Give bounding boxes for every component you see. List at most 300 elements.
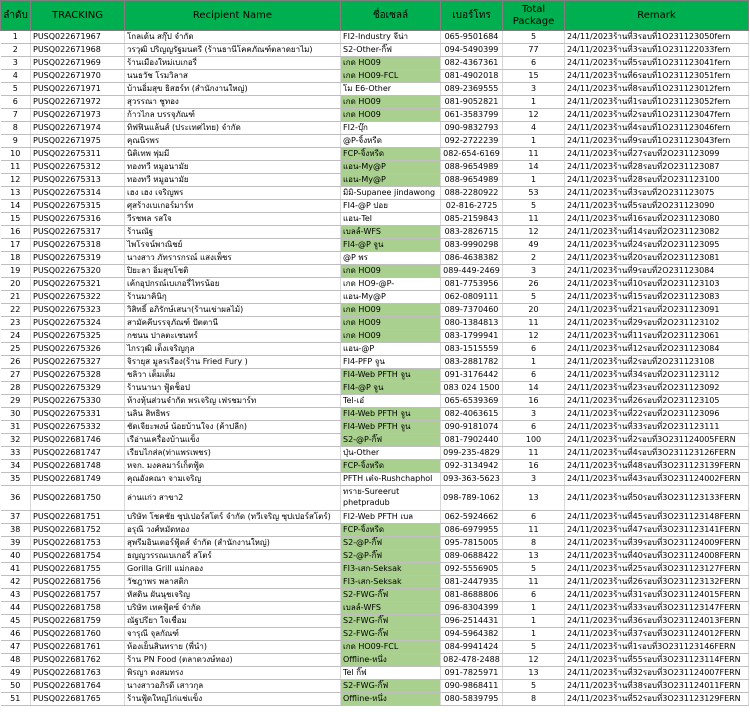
cell-package: 12 bbox=[503, 226, 565, 239]
cell-tracking: PUSQ022675313 bbox=[31, 174, 125, 187]
cell-sales: ทราย-Sureerut phetpradub bbox=[341, 486, 441, 511]
cell-tracking: PUSQ022681754 bbox=[31, 550, 125, 563]
cell-phone: 099-235-4829 bbox=[441, 447, 503, 460]
cell-no: 25 bbox=[1, 343, 31, 356]
cell-sales: FI4-PFP จูน bbox=[341, 356, 441, 369]
table-row bbox=[1, 382, 749, 395]
cell-tracking: PUSQ022675314 bbox=[31, 187, 125, 200]
cell-tracking: PUSQ022671975 bbox=[31, 135, 125, 148]
cell-sales: S2-@P-กิ๊ฟ bbox=[341, 537, 441, 550]
cell-sales: FI2-Web PFTH เบล bbox=[341, 511, 441, 524]
cell-phone: 083-2881782 bbox=[441, 356, 503, 369]
cell-tracking: PUSQ022671974 bbox=[31, 122, 125, 135]
cell-package: 6 bbox=[503, 511, 565, 524]
cell-tracking: PUSQ022671971 bbox=[31, 83, 125, 96]
cell-package: 5 bbox=[503, 31, 565, 44]
cell-tracking: PUSQ022675315 bbox=[31, 200, 125, 213]
cell-phone: 02-816-2725 bbox=[441, 200, 503, 213]
cell-package: 1 bbox=[503, 96, 565, 109]
cell-remark: 24/11/2023ร้านที่16รอบที่2O231123080 bbox=[565, 213, 749, 226]
cell-sales: เกด HO09 bbox=[341, 330, 441, 343]
table-row bbox=[1, 537, 749, 550]
cell-package: 11 bbox=[503, 447, 565, 460]
cell-remark: 24/11/2023ร้านที่2รอบที่3O231124005FERN bbox=[565, 434, 749, 447]
cell-tracking: PUSQ022675318 bbox=[31, 239, 125, 252]
cell-phone: 081-7753956 bbox=[441, 278, 503, 291]
cell-tracking: PUSQ022671967 bbox=[31, 31, 125, 44]
cell-sales: เกด HO09 bbox=[341, 304, 441, 317]
cell-recipient: ร้านฟู้ดใหญ่ไก่แช่แข็ง bbox=[125, 693, 341, 706]
cell-phone: 088-9654989 bbox=[441, 161, 503, 174]
cell-no: 29 bbox=[1, 395, 31, 408]
cell-no: 17 bbox=[1, 239, 31, 252]
table-row bbox=[1, 408, 749, 421]
cell-recipient: วัชฎาพร พลาสติก bbox=[125, 576, 341, 589]
cell-remark: 24/11/2023ร้านที่24รอบที่2O231123095 bbox=[565, 239, 749, 252]
cell-remark: 24/11/2023ร้านที่9รอบที่1O231123043fern bbox=[565, 135, 749, 148]
cell-package: 13 bbox=[503, 667, 565, 680]
cell-no: 45 bbox=[1, 615, 31, 628]
cell-remark: 24/11/2023ร้านที่47รอบที่3O231123141FERN bbox=[565, 524, 749, 537]
table-row bbox=[1, 550, 749, 563]
cell-sales: ปุ่น-Other bbox=[341, 447, 441, 460]
cell-phone: 065-6539369 bbox=[441, 395, 503, 408]
cell-phone: 091-7825971 bbox=[441, 667, 503, 680]
cell-recipient: ปิยะลา อิ่มสุขโชติ bbox=[125, 265, 341, 278]
table-row bbox=[1, 369, 749, 382]
cell-package: 14 bbox=[503, 161, 565, 174]
cell-remark: 24/11/2023ร้านที่39รอบที่3O231124009FERN bbox=[565, 537, 749, 550]
cell-remark: 24/11/2023ร้านที่5รอบที่2O231123090 bbox=[565, 200, 749, 213]
cell-tracking: PUSQ022681763 bbox=[31, 667, 125, 680]
cell-tracking: PUSQ022675316 bbox=[31, 213, 125, 226]
cell-remark: 24/11/2023ร้านที่33รอบที่2O231123111 bbox=[565, 421, 749, 434]
cell-no: 3 bbox=[1, 57, 31, 70]
cell-phone: 088-2280922 bbox=[441, 187, 503, 200]
cell-phone: 080-1384813 bbox=[441, 317, 503, 330]
cell-recipient: ห้างหุ้นส่วนจำกัด พรเจริญ เฟรชมาร์ท bbox=[125, 395, 341, 408]
cell-tracking: PUSQ022675312 bbox=[31, 161, 125, 174]
cell-sales: แอน-My@P bbox=[341, 161, 441, 174]
cell-recipient: ร้านเมืองใหม่เบเกอรี่ bbox=[125, 57, 341, 70]
header-no: ลำดับ bbox=[1, 1, 31, 31]
table-row bbox=[1, 576, 749, 589]
cell-sales: S2-FWG-กิ๊ฟ bbox=[341, 680, 441, 693]
cell-recipient: ชลิวา เต็มเต็ม bbox=[125, 369, 341, 382]
cell-package: 6 bbox=[503, 589, 565, 602]
cell-package: 14 bbox=[503, 382, 565, 395]
cell-package: 6 bbox=[503, 421, 565, 434]
cell-no: 5 bbox=[1, 83, 31, 96]
cell-no: 42 bbox=[1, 576, 31, 589]
cell-sales: FI4-Web PFTH จูน bbox=[341, 408, 441, 421]
cell-tracking: PUSQ022675331 bbox=[31, 408, 125, 421]
table-row bbox=[1, 330, 749, 343]
cell-no: 47 bbox=[1, 641, 31, 654]
cell-remark: 24/11/2023ร้านที่38รอบที่3O231124011FERN bbox=[565, 680, 749, 693]
cell-remark: 24/11/2023ร้านที่32รอบที่3O231124007FERN bbox=[565, 667, 749, 680]
table-row bbox=[1, 70, 749, 83]
table-row bbox=[1, 265, 749, 278]
cell-recipient: กชนน ปาลตะเซนทร์ bbox=[125, 330, 341, 343]
cell-recipient: ไพโรจน์พาณิชย์ bbox=[125, 239, 341, 252]
cell-remark: 24/11/2023ร้านที่52รอบที่3O231123129FERN bbox=[565, 693, 749, 706]
cell-recipient: จารุณี จุลกัณฑ์ bbox=[125, 628, 341, 641]
header-remark: Remark bbox=[565, 1, 749, 31]
cell-remark: 24/11/2023ร้านที่26รอบที่3O231123132FERN bbox=[565, 576, 749, 589]
table-row bbox=[1, 122, 749, 135]
table-row bbox=[1, 252, 749, 265]
cell-package: 8 bbox=[503, 537, 565, 550]
cell-sales: S2-FWG-กิ๊ฟ bbox=[341, 628, 441, 641]
cell-tracking: PUSQ022681749 bbox=[31, 473, 125, 486]
table-row bbox=[1, 135, 749, 148]
cell-phone: 080-5839795 bbox=[441, 693, 503, 706]
table-row bbox=[1, 524, 749, 537]
cell-phone: 082-4367361 bbox=[441, 57, 503, 70]
cell-recipient: คุณนิรพร bbox=[125, 135, 341, 148]
cell-sales: @P-จิ้งหรีด bbox=[341, 135, 441, 148]
cell-no: 1 bbox=[1, 31, 31, 44]
cell-recipient: สุวรรณา ชูทอง bbox=[125, 96, 341, 109]
cell-tracking: PUSQ022675327 bbox=[31, 356, 125, 369]
cell-remark: 24/11/2023ร้านที่21รอบที่2O231123091 bbox=[565, 304, 749, 317]
cell-recipient: หจก. มงคลมาร์เก็ตฟู้ด bbox=[125, 460, 341, 473]
cell-package: 3 bbox=[503, 473, 565, 486]
cell-phone: 089-449-2469 bbox=[441, 265, 503, 278]
cell-recipient: จิรายุส มูลรเรือง(ร้าน Fried Fury ) bbox=[125, 356, 341, 369]
cell-tracking: PUSQ022681758 bbox=[31, 602, 125, 615]
cell-sales: เบลล์-WFS bbox=[341, 226, 441, 239]
cell-sales: แอน-@P bbox=[341, 343, 441, 356]
cell-phone: 095-7815005 bbox=[441, 537, 503, 550]
table-row bbox=[1, 563, 749, 576]
cell-sales: FI4-@P ปอย bbox=[341, 200, 441, 213]
cell-phone: 089-7370460 bbox=[441, 304, 503, 317]
cell-remark: 24/11/2023ร้านที่25รอบที่3O231123127FERN bbox=[565, 563, 749, 576]
cell-phone: 082-4063615 bbox=[441, 408, 503, 421]
table-row bbox=[1, 278, 749, 291]
table-row bbox=[1, 44, 749, 57]
cell-remark: 24/11/2023ร้านที่2รอบที่1O231123047fern bbox=[565, 109, 749, 122]
cell-sales: S2-FWG-กิ๊ฟ bbox=[341, 615, 441, 628]
cell-no: 35 bbox=[1, 473, 31, 486]
cell-recipient: เฮง เฮง เจริญพร bbox=[125, 187, 341, 200]
cell-no: 11 bbox=[1, 161, 31, 174]
cell-phone: 092-2722239 bbox=[441, 135, 503, 148]
cell-package: 6 bbox=[503, 57, 565, 70]
cell-package: 15 bbox=[503, 70, 565, 83]
cell-recipient: ร้านมาคินิกุ bbox=[125, 291, 341, 304]
cell-package: 13 bbox=[503, 486, 565, 511]
table-row bbox=[1, 511, 749, 524]
cell-remark: 24/11/2023ร้านที่1รอบที่1O231123052fern bbox=[565, 96, 749, 109]
table-row bbox=[1, 317, 749, 330]
cell-remark: 24/11/2023ร้านที่9รอบที่2O231123084 bbox=[565, 265, 749, 278]
cell-package: 4 bbox=[503, 122, 565, 135]
cell-tracking: PUSQ022675324 bbox=[31, 317, 125, 330]
cell-package: 77 bbox=[503, 44, 565, 57]
cell-phone: 096-2514431 bbox=[441, 615, 503, 628]
cell-package: 5 bbox=[503, 200, 565, 213]
cell-no: 10 bbox=[1, 148, 31, 161]
cell-tracking: PUSQ022671973 bbox=[31, 109, 125, 122]
cell-recipient: นิติเทพ พุ่มมี bbox=[125, 148, 341, 161]
cell-recipient: บริษัท โชคชัย ซุปเปอร์สโตร์ จำกัด (ทวีเจริญ ซุปเปอร์สโตร์) bbox=[125, 511, 341, 524]
cell-no: 38 bbox=[1, 524, 31, 537]
cell-tracking: PUSQ022681757 bbox=[31, 589, 125, 602]
cell-remark: 24/11/2023ร้านที่6รอบที่1O231123051fern bbox=[565, 70, 749, 83]
cell-recipient: โกลเด้น สกุ๊ป จำกัด bbox=[125, 31, 341, 44]
cell-no: 13 bbox=[1, 187, 31, 200]
cell-no: 2 bbox=[1, 44, 31, 57]
cell-tracking: PUSQ022681759 bbox=[31, 615, 125, 628]
table-row bbox=[1, 434, 749, 447]
cell-phone: 089-0688422 bbox=[441, 550, 503, 563]
table-row bbox=[1, 83, 749, 96]
cell-phone: 089-2369555 bbox=[441, 83, 503, 96]
cell-sales: FI3-เสก-Seksak bbox=[341, 576, 441, 589]
cell-package: 26 bbox=[503, 278, 565, 291]
cell-no: 16 bbox=[1, 226, 31, 239]
cell-recipient: ร้าน PN Food (ตลาดวงษ์ทอง) bbox=[125, 654, 341, 667]
cell-tracking: PUSQ022671970 bbox=[31, 70, 125, 83]
cell-package: 6 bbox=[503, 343, 565, 356]
cell-remark: 24/11/2023ร้านที่8รอบที่1O231123012fern bbox=[565, 83, 749, 96]
cell-phone: 094-5964382 bbox=[441, 628, 503, 641]
cell-remark: 24/11/2023ร้านที่15รอบที่2O231123083 bbox=[565, 291, 749, 304]
table-body bbox=[1, 31, 749, 706]
cell-remark: 24/11/2023ร้านที่48รอบที่3O231123139FERN bbox=[565, 460, 749, 473]
cell-recipient: วรวุฒิ ปริญญรัฐมนตรี (ร้านธานีโคคภัณฑ์ตลาดยาไม) bbox=[125, 44, 341, 57]
cell-remark: 24/11/2023ร้านที่55รอบที่3O231123114FERN bbox=[565, 654, 749, 667]
cell-phone: 090-9868411 bbox=[441, 680, 503, 693]
table-row bbox=[1, 602, 749, 615]
cell-recipient: ทองทวี หมูอนามัย bbox=[125, 161, 341, 174]
cell-no: 34 bbox=[1, 460, 31, 473]
cell-sales: S2-Other-กิ๊ฟ bbox=[341, 44, 441, 57]
cell-remark: 24/11/2023ร้านที่1รอบที่3O231123146FERN bbox=[565, 641, 749, 654]
cell-phone: 082-478-2488 bbox=[441, 654, 503, 667]
cell-no: 18 bbox=[1, 252, 31, 265]
table-row bbox=[1, 239, 749, 252]
cell-package: 16 bbox=[503, 460, 565, 473]
cell-package: 1 bbox=[503, 628, 565, 641]
header-tracking: TRACKING bbox=[31, 1, 125, 31]
table-row bbox=[1, 304, 749, 317]
cell-recipient: ก้าวไกล บรรจุภัณฑ์ bbox=[125, 109, 341, 122]
cell-package: 20 bbox=[503, 304, 565, 317]
cell-remark: 24/11/2023ร้านที่20รอบที่2O231123081 bbox=[565, 252, 749, 265]
cell-phone: 081-7902440 bbox=[441, 434, 503, 447]
cell-remark: 24/11/2023ร้านที่10รอบที่2O231123103 bbox=[565, 278, 749, 291]
table-row bbox=[1, 693, 749, 706]
cell-package: 12 bbox=[503, 109, 565, 122]
cell-phone: 084-9941424 bbox=[441, 641, 503, 654]
cell-recipient: วิสิทธิ์ อภิรักษ์เสนา(ร้านเข่าผลไม้) bbox=[125, 304, 341, 317]
cell-tracking: PUSQ022675326 bbox=[31, 343, 125, 356]
cell-recipient: ชัดเจียะพงษ์ น้อยบ้านใจง (ค้าปลีก) bbox=[125, 421, 341, 434]
cell-recipient: เค้กอุปกรณ์เบเกอรี่ไทรน้อย bbox=[125, 278, 341, 291]
cell-recipient: นางสาว ภัทรารกรณ์ แสงเพ็ชร bbox=[125, 252, 341, 265]
cell-package: 3 bbox=[503, 265, 565, 278]
cell-no: 24 bbox=[1, 330, 31, 343]
cell-tracking: PUSQ022681751 bbox=[31, 511, 125, 524]
cell-phone: 083-1515559 bbox=[441, 343, 503, 356]
cell-remark: 24/11/2023ร้านที่26รอบที่2O231123105 bbox=[565, 395, 749, 408]
cell-recipient: Gorilla Grill แม่กลอง bbox=[125, 563, 341, 576]
cell-phone: 081-2447935 bbox=[441, 576, 503, 589]
cell-sales: เกด HO09-FCL bbox=[341, 70, 441, 83]
cell-tracking: PUSQ022681764 bbox=[31, 680, 125, 693]
cell-recipient: วีรชพล รสใจ bbox=[125, 213, 341, 226]
cell-sales: FCP-จิ้งหรีด bbox=[341, 460, 441, 473]
cell-tracking: PUSQ022675311 bbox=[31, 148, 125, 161]
cell-sales: S2-@P-กิ๊ฟ bbox=[341, 434, 441, 447]
cell-no: 26 bbox=[1, 356, 31, 369]
table-row bbox=[1, 615, 749, 628]
cell-phone: 086-6979955 bbox=[441, 524, 503, 537]
cell-tracking: PUSQ022681750 bbox=[31, 486, 125, 511]
cell-no: 8 bbox=[1, 122, 31, 135]
cell-sales: FI4-Web PFTH จูน bbox=[341, 421, 441, 434]
cell-sales: PFTH เต๋จ-Rushchaphol bbox=[341, 473, 441, 486]
cell-recipient: ธญญวรรณเบเกอรี่ สโตร์ bbox=[125, 550, 341, 563]
cell-sales: เกด HO09 bbox=[341, 109, 441, 122]
cell-sales: มิมิ-Supanee jindawong bbox=[341, 187, 441, 200]
cell-phone: 061-3583799 bbox=[441, 109, 503, 122]
cell-tracking: PUSQ022681755 bbox=[31, 563, 125, 576]
cell-tracking: PUSQ022675322 bbox=[31, 291, 125, 304]
cell-package: 5 bbox=[503, 680, 565, 693]
cell-phone: 082-654-6169 bbox=[441, 148, 503, 161]
table-row bbox=[1, 213, 749, 226]
table-row bbox=[1, 57, 749, 70]
table-row bbox=[1, 654, 749, 667]
cell-no: 22 bbox=[1, 304, 31, 317]
cell-sales: เบลล์-WFS bbox=[341, 602, 441, 615]
cell-recipient: ล่านแก่ว สาขา2 bbox=[125, 486, 341, 511]
cell-phone: 088-9654989 bbox=[441, 174, 503, 187]
cell-tracking: PUSQ022675325 bbox=[31, 330, 125, 343]
table-row bbox=[1, 641, 749, 654]
cell-tracking: PUSQ022681746 bbox=[31, 434, 125, 447]
cell-sales: Tel-เอ๋ bbox=[341, 395, 441, 408]
header-package: Total Package bbox=[503, 1, 565, 31]
cell-no: 4 bbox=[1, 70, 31, 83]
cell-remark: 24/11/2023ร้านที่28รอบที่2O231123087 bbox=[565, 161, 749, 174]
cell-remark: 24/11/2023ร้านที่37รอบที่3O231124012FERN bbox=[565, 628, 749, 641]
cell-phone: 065-9501684 bbox=[441, 31, 503, 44]
cell-tracking: PUSQ022675323 bbox=[31, 304, 125, 317]
cell-tracking: PUSQ022681752 bbox=[31, 524, 125, 537]
cell-tracking: PUSQ022675328 bbox=[31, 369, 125, 382]
cell-package: 16 bbox=[503, 395, 565, 408]
cell-sales: S2-@P-กิ๊ฟ bbox=[341, 550, 441, 563]
cell-phone: 096-8304399 bbox=[441, 602, 503, 615]
cell-no: 15 bbox=[1, 213, 31, 226]
cell-package: 1 bbox=[503, 615, 565, 628]
cell-package: 53 bbox=[503, 187, 565, 200]
table-row bbox=[1, 161, 749, 174]
table-row bbox=[1, 589, 749, 602]
cell-remark: 24/11/2023ร้านที่43รอบที่3O231124002FERN bbox=[565, 473, 749, 486]
cell-remark: 24/11/2023ร้านที่3รอบที่1O231123050fern bbox=[565, 31, 749, 44]
cell-phone: 092-5556905 bbox=[441, 563, 503, 576]
cell-sales: โม E6-Other bbox=[341, 83, 441, 96]
cell-phone: 094-5490399 bbox=[441, 44, 503, 57]
cell-package: 5 bbox=[503, 563, 565, 576]
cell-no: 39 bbox=[1, 537, 31, 550]
cell-no: 28 bbox=[1, 382, 31, 395]
cell-package: 1 bbox=[503, 135, 565, 148]
cell-recipient: บ้านอิ่มสุข ธิสฮร์ท (สำนักงานใหญ่) bbox=[125, 83, 341, 96]
cell-package: 11 bbox=[503, 213, 565, 226]
cell-recipient: เรือ่านเครื่องบ้านแข็ง bbox=[125, 434, 341, 447]
cell-tracking: PUSQ022681753 bbox=[31, 537, 125, 550]
cell-no: 46 bbox=[1, 628, 31, 641]
cell-remark: 24/11/2023ร้านที่3รอบที่2O231123075 bbox=[565, 187, 749, 200]
cell-no: 12 bbox=[1, 174, 31, 187]
cell-remark: 24/11/2023ร้านที่28รอบที่2O231123100 bbox=[565, 174, 749, 187]
table-row bbox=[1, 226, 749, 239]
cell-sales: FI4-Web PFTH จูน bbox=[341, 369, 441, 382]
cell-sales: FI2-Industry จีน่า bbox=[341, 31, 441, 44]
cell-phone: 098-789-1062 bbox=[441, 486, 503, 511]
cell-phone: 081-4902018 bbox=[441, 70, 503, 83]
cell-remark: 24/11/2023ร้านที่4รอบที่3O231123126FERN bbox=[565, 447, 749, 460]
cell-sales: Tel กิ๊ฟ bbox=[341, 667, 441, 680]
cell-recipient: สุพรีมอินเตอร์ฟู้ดส์ จำกัด (สำนักงานใหญ่) bbox=[125, 537, 341, 550]
cell-sales: Offline-หนึ่ง bbox=[341, 693, 441, 706]
table-row bbox=[1, 343, 749, 356]
cell-recipient: คุณอังคณา จามเจริญ bbox=[125, 473, 341, 486]
table-row bbox=[1, 473, 749, 486]
cell-remark: 24/11/2023ร้านที่50รอบที่3O231123133FERN bbox=[565, 486, 749, 511]
cell-no: 51 bbox=[1, 693, 31, 706]
cell-sales: FI4-@P จูน bbox=[341, 239, 441, 252]
table-row bbox=[1, 187, 749, 200]
cell-sales: เกด HO09 bbox=[341, 317, 441, 330]
cell-phone: 083-1799941 bbox=[441, 330, 503, 343]
cell-no: 43 bbox=[1, 589, 31, 602]
table-row bbox=[1, 148, 749, 161]
table-row bbox=[1, 200, 749, 213]
cell-sales: เกด HO09 bbox=[341, 57, 441, 70]
cell-package: 1 bbox=[503, 602, 565, 615]
cell-no: 49 bbox=[1, 667, 31, 680]
cell-no: 21 bbox=[1, 291, 31, 304]
cell-sales: เกด HO09 bbox=[341, 265, 441, 278]
cell-no: 37 bbox=[1, 511, 31, 524]
cell-no: 20 bbox=[1, 278, 31, 291]
cell-remark: 24/11/2023ร้านที่45รอบที่3O231123148FERN bbox=[565, 511, 749, 524]
cell-remark: 24/11/2023ร้านที่33รอบที่3O231123147FERN bbox=[565, 602, 749, 615]
cell-sales: @P พร bbox=[341, 252, 441, 265]
cell-phone: 062-0809111 bbox=[441, 291, 503, 304]
cell-tracking: PUSQ022681748 bbox=[31, 460, 125, 473]
cell-remark: 24/11/2023ร้านที่27รอบที่2O231123099 bbox=[565, 148, 749, 161]
cell-remark: 24/11/2023ร้านที่22รอบที่2O231123096 bbox=[565, 408, 749, 421]
cell-recipient: ทิฟฟินแล้นส์ (ประเทศไทย) จำกัด bbox=[125, 122, 341, 135]
table-row bbox=[1, 174, 749, 187]
cell-no: 7 bbox=[1, 109, 31, 122]
cell-recipient: ร้านนานา ฟู้ดช็อป bbox=[125, 382, 341, 395]
cell-phone: 090-9181074 bbox=[441, 421, 503, 434]
cell-package: 100 bbox=[503, 434, 565, 447]
cell-recipient: พิรญา ดงสมทรง bbox=[125, 667, 341, 680]
table-row bbox=[1, 460, 749, 473]
